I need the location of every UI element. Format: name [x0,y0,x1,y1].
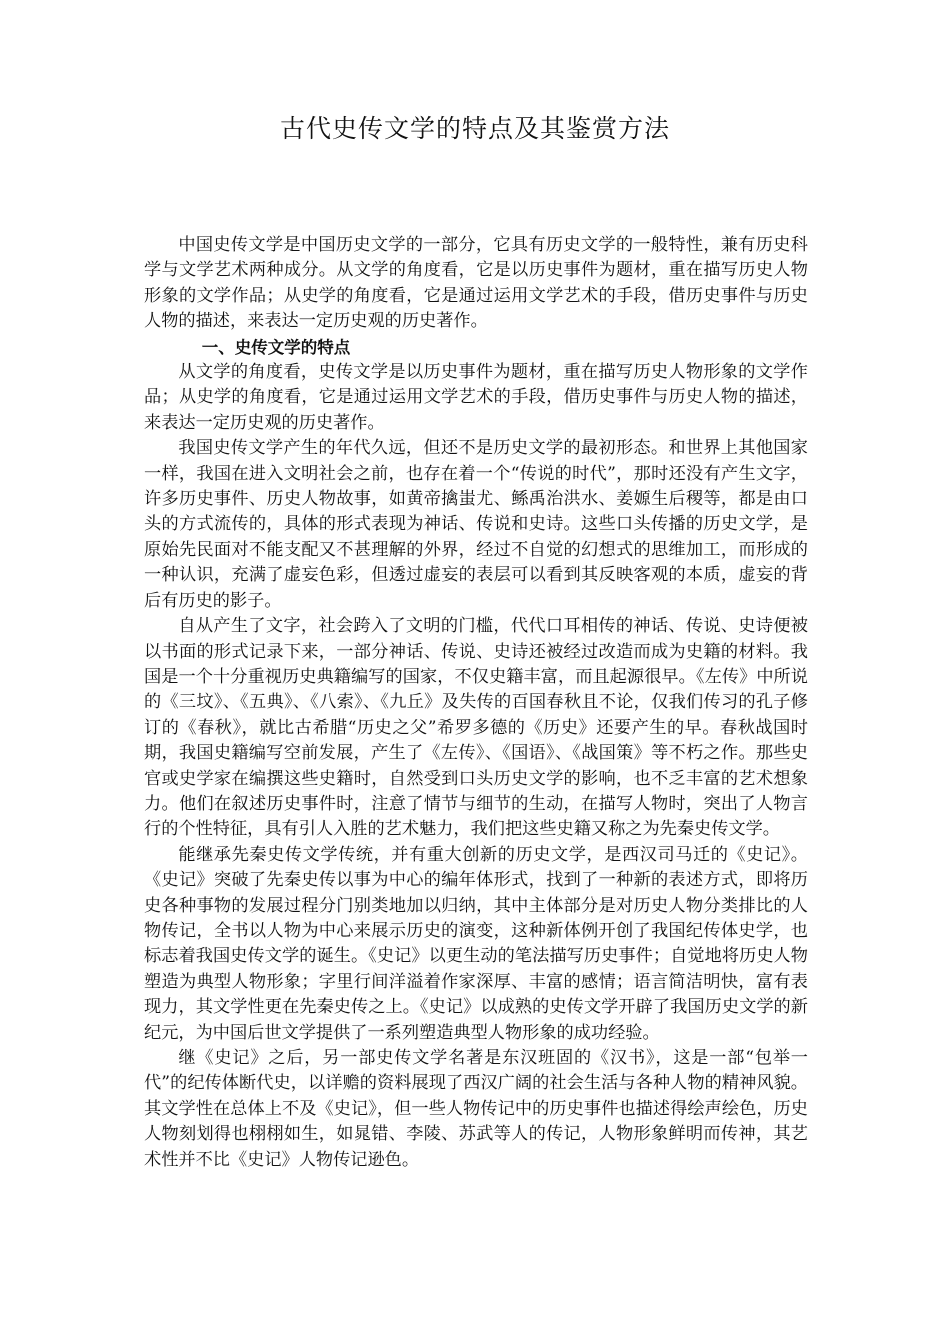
section-heading: 一、史传文学的特点 [201,337,351,357]
body-paragraph: 我国史传文学产生的年代久远，但还不是历史文学的最初形态。和世界上其他国家一样，我国在进入文明社会之前，也存在着一个“传说的时代”，那时还没有产生文字，许多历史事件、历史人物故事，如黄帝擒蚩尤、鲧禹治洪水、姜嫄生后稷等，都是由口头的方式流传的，具体的形式表现为神话、传说和史诗。这些口头传播的历史文学，是原始先民面对不能支配又不甚理解的外界，经过不自觉的幻想式的思维加工，而形成的一种认识，充满了虚妄色彩，但透过虚妄的表层可以看到其反映客观的本质，虚妄的背后有历史的影子。 [144,438,808,611]
intro-paragraph: 中国史传文学是中国历史文学的一部分，它具有历史文学的一般特性，兼有历史科学与文学艺术两种成分。从文学的角度看，它是以历史事件为题材，重在描写历史人物形象的文学作品；从史学的角度看，它是通过运用文学艺术的手段，借历史事件与历史人物的描述，来表达一定历史观的历史著作。 [144,235,808,332]
body-paragraph: 能继承先秦史传文学传统，并有重大创新的历史文学，是西汉司马迁的《史记》。《史记》突破了先秦史传以事为中心的编年体形式，找到了一种新的表述方式，即将历史各种事物的发展过程分门别类地加以归纳，其中主体部分是对历史人物分类排比的人物传记，全书以人物为中心来展示历史的演变，这种新体例开创了我国纪传体史学，也标志着我国史传文学的诞生。《史记》以更生动的笔法描写历史事件；自觉地将历史人物塑造为典型人物形象；字里行间洋溢着作家深厚、丰富的感情；语言简洁明快，富有表现力，其文学性更在先秦史传之上。《史记》以成熟的史传文学开辟了我国历史文学的新纪元，为中国后世文学提供了一系列塑造典型人物形象的成功经验。 [144,844,808,1043]
document-title: 古代史传文学的特点及其鉴赏方法 [279,114,670,143]
body-paragraph: 继《史记》之后，另一部史传文学名著是东汉班固的《汉书》，这是一部“包举一代”的纪传体断代史，以详赡的资料展现了西汉广阔的社会生活与各种人物的精神风貌。其文学性在总体上不及《史记》，但一些人物传记中的历史事件也描述得绘声绘色，历史人物刻划得也栩栩如生，如晁错、李陵、苏武等人的传记，人物形象鲜明而传神，其艺术性并不比《史记》人物传记逊色。 [144,1048,808,1170]
body-paragraph: 自从产生了文字，社会跨入了文明的门槛，代代口耳相传的神话、传说、史诗便被以书面的形式记录下来，一部分神话、传说、史诗还被经过改造而成为史籍的材料。我国是一个十分重视历史典籍编写的国家，不仅史籍丰富，而且起源很早。《左传》中所说的《三坟》、《五典》、《八索》、《九丘》及失传的百国春秋且不论，仅我们传习的孔子修订的《春秋》，就比古希腊“历史之父”希罗多德的《历史》还要产生的早。春秋战国时期，我国史籍编写空前发展，产生了《左传》、《国语》、《战国策》等不朽之作。那些史官或史学家在编撰这些史籍时，自然受到口头历史文学的影响，也不乏丰富的艺术想象力。他们在叙述历史事件时，注意了情节与细节的生动，在描写人物时，突出了人物言行的个性特征，具有引人入胜的艺术魅力，我们把这些史籍又称之为先秦史传文学。 [144,616,808,840]
document-body [144,233,808,1173]
body-paragraph: 从文学的角度看，史传文学是以历史事件为题材，重在描写历史人物形象的文学作品；从史学的角度看，它是通过运用文学艺术的手段，借历史事件与历史人物的描述，来表达一定历史观的历史著作。 [144,362,808,433]
